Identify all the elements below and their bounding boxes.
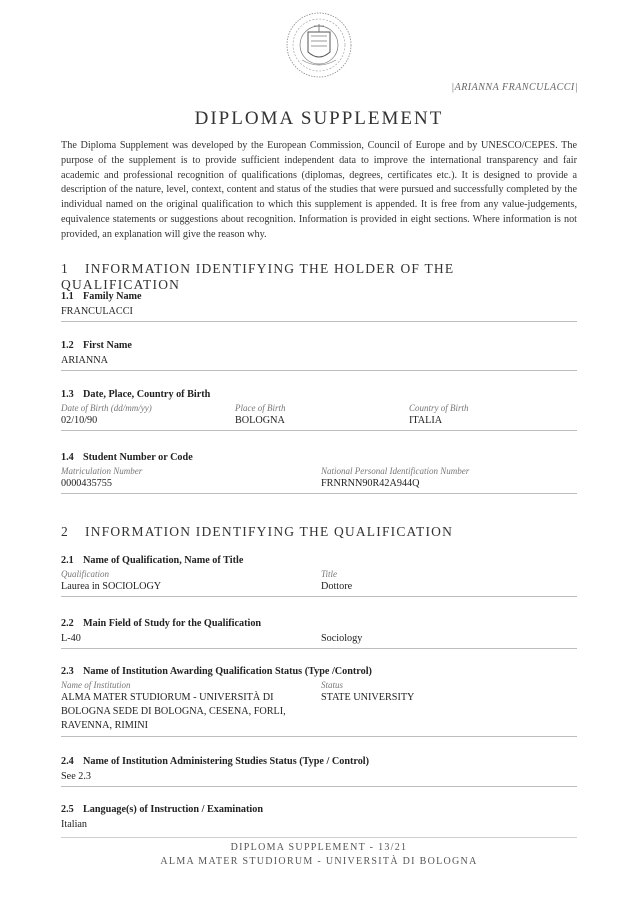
- field-family-name-title: [61, 291, 577, 302]
- field-number: 2.5: [61, 804, 74, 815]
- qualification-label: Qualification: [61, 569, 109, 579]
- institution-value: ALMA MATER STUDIORUM - UNIVERSITÀ DI BOLOGNA SEDE DI BOLOGNA, CESENA, FORLI, RAVENNA, RIMINI: [61, 692, 286, 731]
- field-birth: [61, 389, 577, 431]
- field-family-name: [61, 291, 577, 322]
- title-value: Dottore: [321, 581, 353, 592]
- field-language: [61, 804, 577, 834]
- birth-country-value: ITALIA: [409, 415, 443, 426]
- holder-name-tag: |ARIANNA FRANCULACCI|: [451, 82, 578, 93]
- study-field-value: Sociology: [321, 633, 363, 644]
- section-2-title: INFORMATION IDENTIFYING THE QUALIFICATION: [85, 524, 454, 539]
- field-language-title: [61, 804, 577, 815]
- matriculation-label: Matriculation Number: [61, 466, 143, 476]
- field-number: 2.2: [61, 618, 74, 629]
- field-first-name: [61, 340, 577, 371]
- field-student-number-title: [61, 452, 577, 463]
- field-number: 2.4: [61, 756, 74, 767]
- section-1-heading: [61, 261, 577, 293]
- field-row: [61, 466, 577, 494]
- field-qualification-title: [61, 555, 577, 566]
- field-first-name-title: [61, 340, 577, 351]
- field-student-number: [61, 452, 577, 494]
- birth-country-label: Country of Birth: [409, 403, 469, 413]
- field-administering-institution: [61, 756, 577, 787]
- field-row: [61, 680, 577, 737]
- field-row: [61, 569, 577, 597]
- field-row: [61, 632, 577, 649]
- field-label: Language(s) of Instruction / Examination: [83, 804, 263, 815]
- field-row: [61, 770, 577, 787]
- status-value: STATE UNIVERSITY: [321, 692, 415, 703]
- field-row: [61, 818, 577, 834]
- qualification-value: Laurea in SOCIOLOGY: [61, 581, 162, 592]
- field-number: 1.2: [61, 340, 74, 351]
- field-number: 1.3: [61, 389, 74, 400]
- field-row: [61, 354, 577, 371]
- footer-divider: [61, 837, 577, 838]
- section-1-number: 1: [61, 261, 69, 276]
- birth-place-label: Place of Birth: [235, 403, 286, 413]
- birth-date-value: 02/10/90: [61, 415, 98, 426]
- field-label: Name of Institution Administering Studies Status (Type / Control): [83, 756, 370, 767]
- field-row: [61, 305, 577, 322]
- family-name-value: FRANCULACCI: [61, 306, 133, 317]
- field-label: Name of Institution Awarding Qualification Status (Type /Control): [83, 666, 372, 677]
- language-value: Italian: [61, 819, 88, 830]
- field-row: [61, 403, 577, 431]
- field-label: First Name: [83, 340, 132, 351]
- field-label: Name of Qualification, Name of Title: [83, 555, 244, 566]
- field-number: 1.4: [61, 452, 74, 463]
- field-birth-title: [61, 389, 577, 400]
- intro-paragraph: The Diploma Supplement was developed by the European Commission, Council of Europe and by UNESCO/CEPES. The purpose of the supplement is to provide sufficient independent data to improve the international transparency and fair academic and professional recognition of qualifications (diplomas, degrees, certificates etc.). It is designed to provide a description of the nature, level, context, content and status of the studies that were pursued and successfully completed by the individual named on the original qualification to which this supplement is appended. It is free from any value-judgements, equivalence statements or suggestions about recognition. Information is provided in eight sections. Where information is not provided, an explanation will give the reason why.: [61, 140, 577, 240]
- study-code-value: L-40: [61, 633, 81, 644]
- first-name-value: ARIANNA: [61, 355, 108, 366]
- national-id-value: FRNRNN90R42A944Q: [321, 478, 420, 489]
- field-label: Student Number or Code: [83, 452, 193, 463]
- institution-label: Name of Institution: [61, 680, 131, 690]
- status-label: Status: [321, 680, 344, 690]
- field-awarding-institution-title: [61, 666, 577, 677]
- field-awarding-institution: [61, 666, 577, 737]
- footer-institution: ALMA MATER STUDIORUM - UNIVERSITÀ DI BOLOGNA: [160, 856, 478, 867]
- section-2-number: 2: [61, 524, 69, 539]
- footer-page-info: DIPLOMA SUPPLEMENT - 13/21: [230, 842, 408, 853]
- field-qualification-name: [61, 555, 577, 597]
- section-2-heading: [61, 524, 577, 540]
- administering-value: See 2.3: [61, 771, 91, 782]
- field-label: Main Field of Study for the Qualification: [83, 618, 262, 629]
- national-id-label: National Personal Identification Number: [321, 466, 470, 476]
- document-title: DIPLOMA SUPPLEMENT: [194, 108, 444, 129]
- field-label: Family Name: [83, 291, 142, 302]
- birth-date-label: Date of Birth (dd/mm/yy): [61, 403, 152, 413]
- field-label: Date, Place, Country of Birth: [83, 389, 211, 400]
- field-main-study: [61, 618, 577, 649]
- title-label: Title: [321, 569, 338, 579]
- matriculation-value: 0000435755: [61, 478, 112, 489]
- birth-place-value: BOLOGNA: [235, 415, 285, 426]
- field-number: 1.1: [61, 291, 74, 302]
- field-administering-title: [61, 756, 577, 767]
- field-main-study-title: [61, 618, 577, 629]
- field-number: 2.1: [61, 555, 74, 566]
- field-number: 2.3: [61, 666, 74, 677]
- section-1-title: INFORMATION IDENTIFYING THE HOLDER OF THE QUALIFICATION: [61, 261, 455, 292]
- university-seal-icon: [284, 10, 354, 80]
